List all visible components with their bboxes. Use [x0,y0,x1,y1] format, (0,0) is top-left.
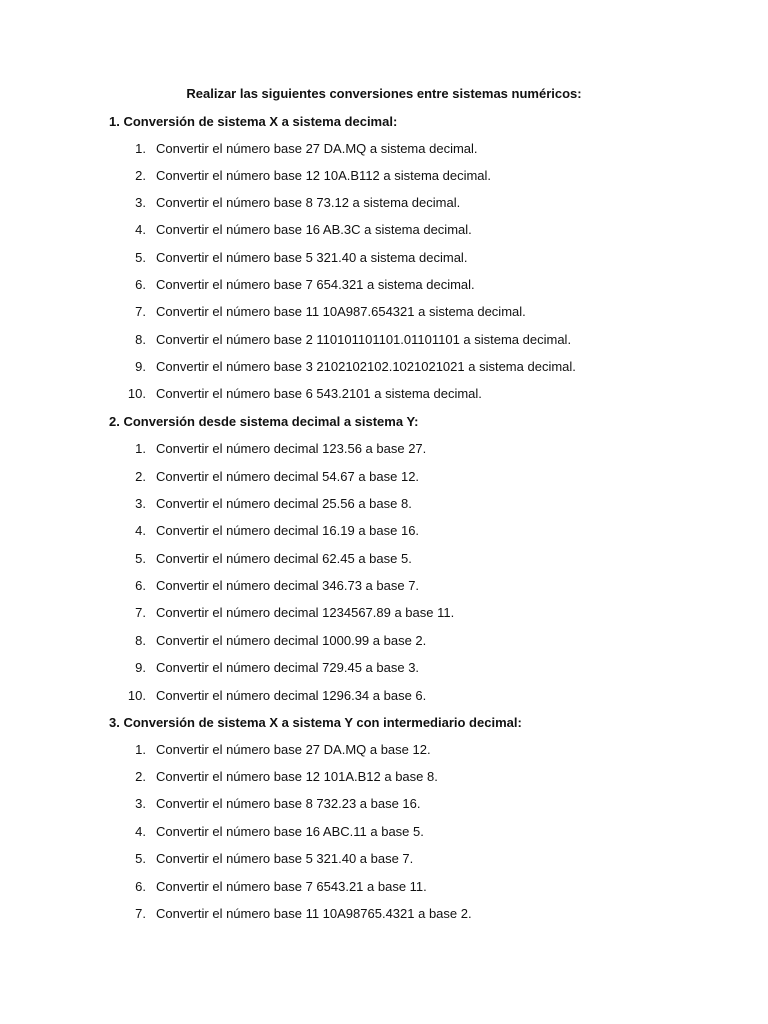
list-item [120,276,475,294]
list-item-number: 8. [135,332,146,347]
list-item [120,194,460,212]
list-item-text: Convertir el número base 27 DA.MQ a sistema decimal. [156,141,478,156]
list-item [120,550,412,568]
list-item-text: Convertir el número decimal 1296.34 a base 6. [156,688,427,703]
list-item-number: 5. [135,851,146,866]
page-title: Realizar las siguientes conversiones entre sistemas numéricos: [186,86,582,101]
list-item-number: 4. [135,824,146,839]
list-item-text: Convertir el número base 2 110101101101.01101101 a sistema decimal. [156,332,572,347]
list-item [120,495,412,513]
list-item-number: 6. [135,879,146,894]
list-item-number: 9. [135,359,146,374]
list-item [120,385,482,403]
list-item-text: Convertir el número decimal 346.73 a base 7. [156,578,420,593]
list-item [120,440,426,458]
list-item-text: Convertir el número base 8 732.23 a base 16. [156,796,421,811]
list-item [120,221,472,239]
list-item-text: Convertir el número base 11 10A98765.4321 a base 2. [156,906,472,921]
list-item-number: 2. [135,469,146,484]
section-heading-3: 3. Conversión de sistema X a sistema Y con intermediario decimal: [109,715,522,730]
list-item [120,768,438,786]
list-item [120,167,491,185]
list-item-number: 2. [135,769,146,784]
list-item-number: 7. [135,906,146,921]
list-item [120,741,431,759]
list-item-text: Convertir el número base 6 543.2101 a sistema decimal. [156,386,482,401]
list-item-number: 1. [135,441,146,456]
list-item [120,249,467,267]
list-item-number: 6. [135,578,146,593]
list-item-text: Convertir el número decimal 62.45 a base 5. [156,551,412,566]
list-item-text: Convertir el número base 12 101A.B12 a base 8. [156,769,438,784]
list-item-number: 2. [135,168,146,183]
list-item [120,468,419,486]
list-item [120,577,419,595]
list-item [120,905,472,923]
list-item [120,850,413,868]
list-item-text: Convertir el número base 11 10A987.654321 a sistema decimal. [156,304,526,319]
list-item [120,303,526,321]
list-item-text: Convertir el número base 16 AB.3C a sistema decimal. [156,222,472,237]
list-item [120,795,421,813]
list-item-text: Convertir el número decimal 123.56 a base 27. [156,441,427,456]
list-item-text: Convertir el número base 5 321.40 a base 7. [156,851,414,866]
list-item-number: 6. [135,277,146,292]
list-item-text: Convertir el número base 5 321.40 a sistema decimal. [156,250,468,265]
list-item-text: Convertir el número base 12 10A.B112 a sistema decimal. [156,168,492,183]
list-item [120,632,426,650]
list-item-number: 3. [135,796,146,811]
list-item [120,522,419,540]
list-item-number: 1. [135,742,146,757]
list-item-text: Convertir el número decimal 16.19 a base 16. [156,523,420,538]
list-item-number: 5. [135,551,146,566]
list-item-text: Convertir el número base 7 654.321 a sistema decimal. [156,277,475,292]
list-item-number: 4. [135,222,146,237]
list-item-number: 4. [135,523,146,538]
list-item-number: 10. [127,386,146,401]
list-item [120,823,424,841]
list-item-number: 8. [135,633,146,648]
list-item-text: Convertir el número base 27 DA.MQ a base 12. [156,742,431,757]
list-item-text: Convertir el número base 16 ABC.11 a base 5. [156,824,424,839]
list-item [120,687,426,705]
section-heading-2: 2. Conversión desde sistema decimal a sistema Y: [109,414,419,429]
section-heading-1: 1. Conversión de sistema X a sistema decimal: [109,114,398,129]
list-item-text: Convertir el número decimal 1000.99 a base 2. [156,633,427,648]
list-item-number: 3. [135,496,146,511]
list-item-text: Convertir el número base 7 6543.21 a base 11. [156,879,427,894]
list-item-text: Convertir el número decimal 729.45 a base 3. [156,660,420,675]
list-item [120,604,454,622]
list-item-number: 5. [135,250,146,265]
list-item-number: 7. [135,605,146,620]
list-item [120,878,427,896]
list-item-text: Convertir el número decimal 54.67 a base 12. [156,469,420,484]
list-item-number: 9. [135,660,146,675]
list-item-number: 10. [127,688,146,703]
list-item-text: Convertir el número base 8 73.12 a sistema decimal. [156,195,461,210]
list-item-text: Convertir el número decimal 1234567.89 a base 11. [156,605,455,620]
list-item-number: 1. [135,141,146,156]
list-item [120,358,576,376]
list-item [120,659,419,677]
list-item-number: 7. [135,304,146,319]
list-item-text: Convertir el número decimal 25.56 a base 8. [156,496,412,511]
list-item-text: Convertir el número base 3 2102102102.1021021021 a sistema decimal. [156,359,576,374]
list-item [120,140,478,158]
list-item [120,331,571,349]
list-item-number: 3. [135,195,146,210]
